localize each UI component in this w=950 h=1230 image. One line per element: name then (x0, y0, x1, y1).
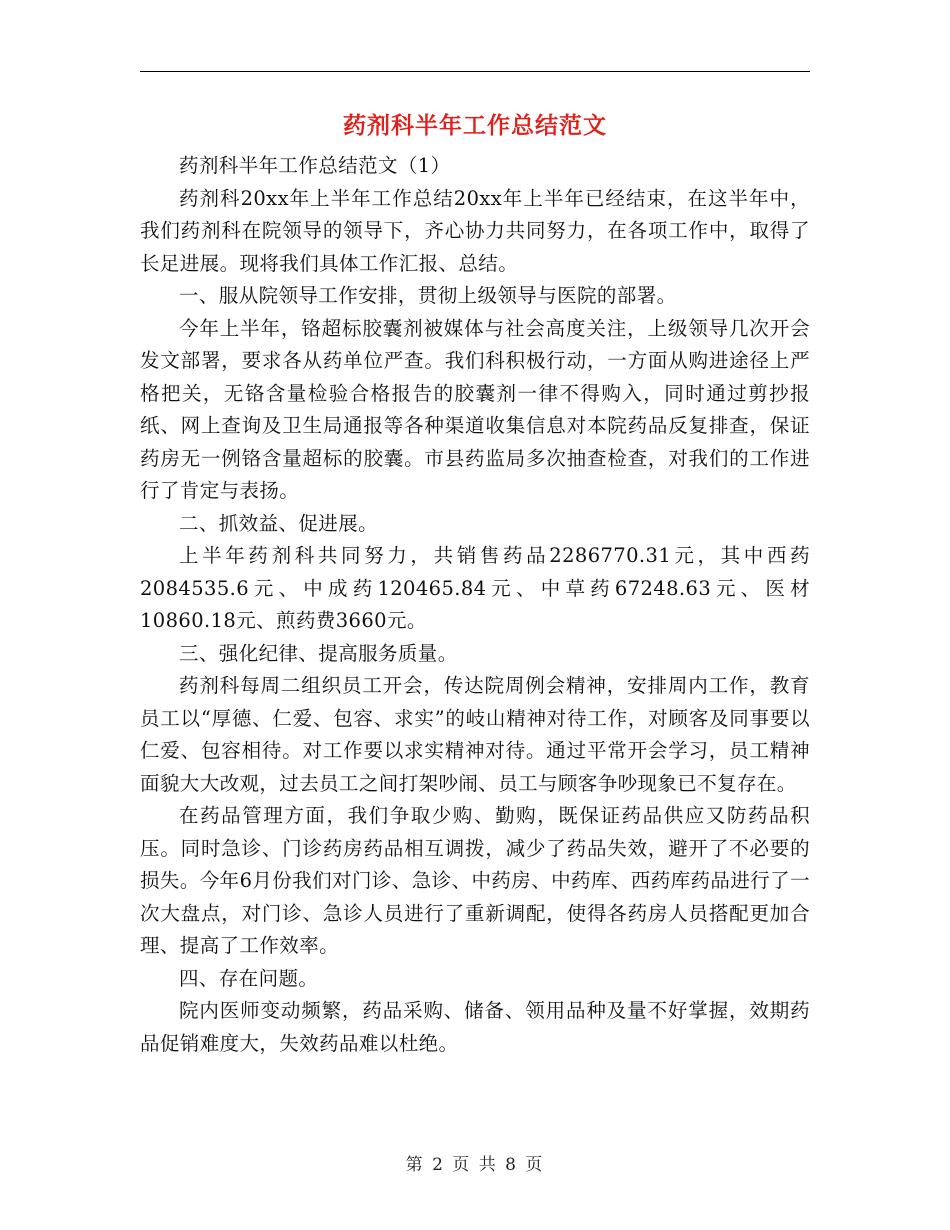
document-title: 药剂科半年工作总结范文 (343, 113, 607, 139)
section-heading: 二、抓效益、促进展。 (179, 511, 379, 535)
document-body (140, 150, 810, 1060)
body-paragraph: 药剂科每周二组织员工开会，传达院周例会精神，安排周内工作，教育员工以“厚德、仁爱、包容、求实”的岐山精神对待工作，对顾客及同事要以仁爱、包容相待。对工作要以求实精神对待。通过平常开会学习，员工精神面貌大大改观，过去员工之间打架吵闹、员工与顾客争吵现象已不复存在。 (140, 674, 810, 795)
section-heading: 一、服从院领导工作安排，贯彻上级领导与医院的部署。 (179, 284, 677, 307)
body-paragraph: 院内医师变动频繁，药品采购、储备、领用品种及量不好掌握，效期药品促销难度大，失效药品难以杜绝。 (140, 999, 810, 1055)
section-heading: 三、强化纪律、提高服务质量。 (179, 641, 458, 665)
body-paragraph: 药剂科20xx年上半年工作总结20xx年上半年已经结束，在这半年中，我们药剂科在院领导的领导下，齐心协力共同努力，在各项工作中，取得了长足进展。现将我们具体工作汇报、总结。 (140, 186, 810, 275)
section-heading: 药剂科半年工作总结范文（1） (179, 154, 451, 177)
body-paragraph: 今年上半年，铬超标胶囊剂被媒体与社会高度关注，上级领导几次开会发文部署，要求各从药单位严查。我们科积极行动，一方面从购进途径上严格把关，无铬含量检验合格报告的胶囊剂一律不得购入，同时通过剪抄报纸、网上查询及卫生局通报等各种渠道收集信息对本院药品反复排查，保证药房无一例铬含量超标的胶囊。市县药监局多次抽查检查，对我们的工作进行了肯定与表扬。 (140, 316, 810, 502)
page-number: 第 2 页 共 8 页 (405, 1155, 545, 1175)
section-heading: 四、存在问题。 (179, 966, 319, 990)
body-paragraph: 上半年药剂科共同努力，共销售药品2286770.31元，其中西药2084535.6元、中成药120465.84元、中草药67248.63元、医材10860.18元、煎药费3660元。 (140, 544, 810, 632)
body-paragraph: 在药品管理方面，我们争取少购、勤购，既保证药品供应又防药品积压。同时急诊、门诊药房药品相互调拨，减少了药品失效，避开了不必要的损失。今年6月份我们对门诊、急诊、中药房、中药库、西药库药品进行了一次大盘点，对门诊、急诊人员进行了重新调配，使得各药房人员搭配更加合理、提高了工作效率。 (140, 804, 810, 957)
header-rule (140, 71, 810, 72)
